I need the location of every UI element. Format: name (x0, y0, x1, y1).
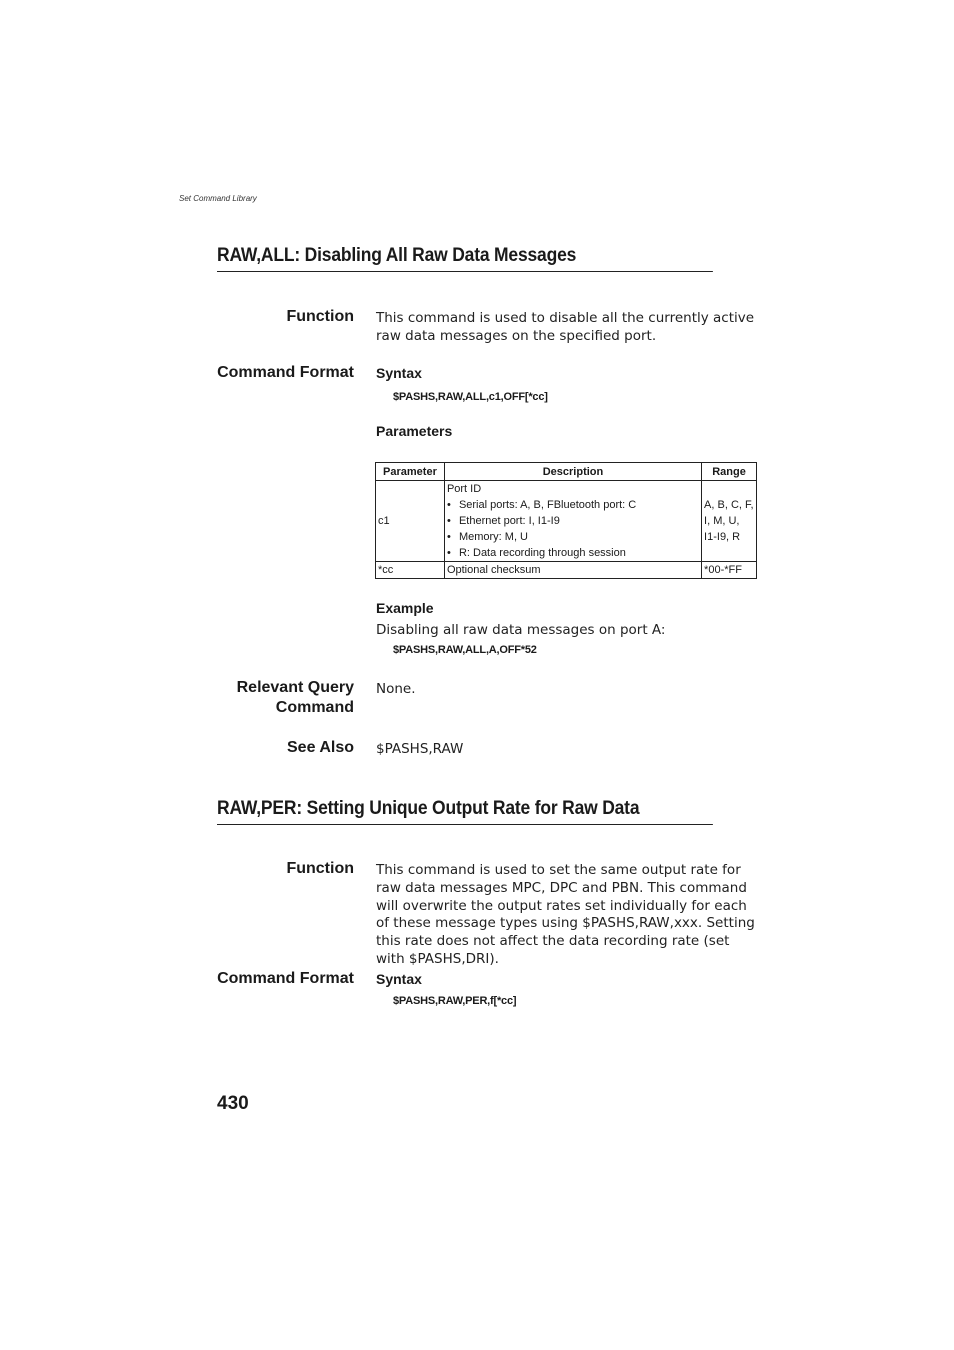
table-row (376, 562, 757, 579)
section-title-raw-all: RAW,ALL: Disabling All Raw Data Messages (217, 245, 713, 272)
syntax-label: Syntax (376, 365, 422, 381)
example-label: Example (376, 600, 434, 616)
section-title-raw-per: RAW,PER: Setting Unique Output Rate for Raw Data (217, 798, 713, 825)
description-bullet: • Ethernet port: I, I1-I9 (447, 513, 699, 529)
table-row (376, 481, 757, 562)
relevant-query-label-line1: Relevant Query (236, 679, 354, 696)
syntax-label-2: Syntax (376, 971, 422, 987)
example-code: $PASHS,RAW,ALL,A,OFF*52 (393, 644, 537, 656)
function-text: This command is used to disable all the currently active raw data messages on the specified port. (376, 310, 755, 344)
function-label-2: Function (286, 860, 354, 877)
table-header-range: Range (702, 463, 757, 481)
command-format-label: Command Format (217, 364, 354, 381)
function-text-2: This command is used to set the same output rate for raw data messages MPC, DPC and PBN. This command will overwrite the output rates set individually for each of these message types using $PASHS,RAW,xxx. Setting this rate does not affect the data recording rate (set with $PASHS,DRI). (376, 862, 755, 967)
range-line: A, B, C, F, (704, 499, 754, 511)
parameters-label: Parameters (376, 423, 453, 439)
table-cell-parameter: c1 (376, 481, 445, 562)
running-header: Set Command Library (179, 194, 257, 203)
function-label: Function (286, 308, 354, 325)
table-cell-range (702, 481, 757, 562)
range-line: I1-I9, R (704, 531, 741, 543)
command-format-label-2: Command Format (217, 970, 354, 987)
description-bullet: • R: Data recording through session (447, 545, 699, 561)
parameters-table (375, 462, 757, 579)
description-bullet: • Serial ports: A, B, FBluetooth port: C (447, 497, 699, 513)
see-also-label: See Also (287, 739, 354, 756)
page-number: 430 (217, 1093, 249, 1114)
description-bullet: • Memory: M, U (447, 529, 699, 545)
table-header-row (376, 463, 757, 481)
table-cell-description (444, 481, 701, 562)
relevant-query-label-line2: Command (275, 699, 354, 716)
relevant-query-label (237, 678, 354, 718)
description-title: Port ID (446, 483, 482, 495)
table-cell-parameter: *cc (376, 562, 445, 579)
table-header-description: Description (444, 463, 701, 481)
see-also-text: $PASHS,RAW (376, 741, 464, 757)
syntax-code: $PASHS,RAW,ALL,c1,OFF[*cc] (393, 391, 548, 403)
table-cell-range: *00-*FF (702, 562, 757, 579)
table-cell-description: Optional checksum (444, 562, 701, 579)
table-header-parameter: Parameter (376, 463, 445, 481)
relevant-query-text: None. (376, 681, 416, 697)
range-line: I, M, U, (704, 515, 740, 527)
example-text: Disabling all raw data messages on port A: (376, 622, 666, 638)
syntax-code-2: $PASHS,RAW,PER,f[*cc] (393, 995, 517, 1007)
